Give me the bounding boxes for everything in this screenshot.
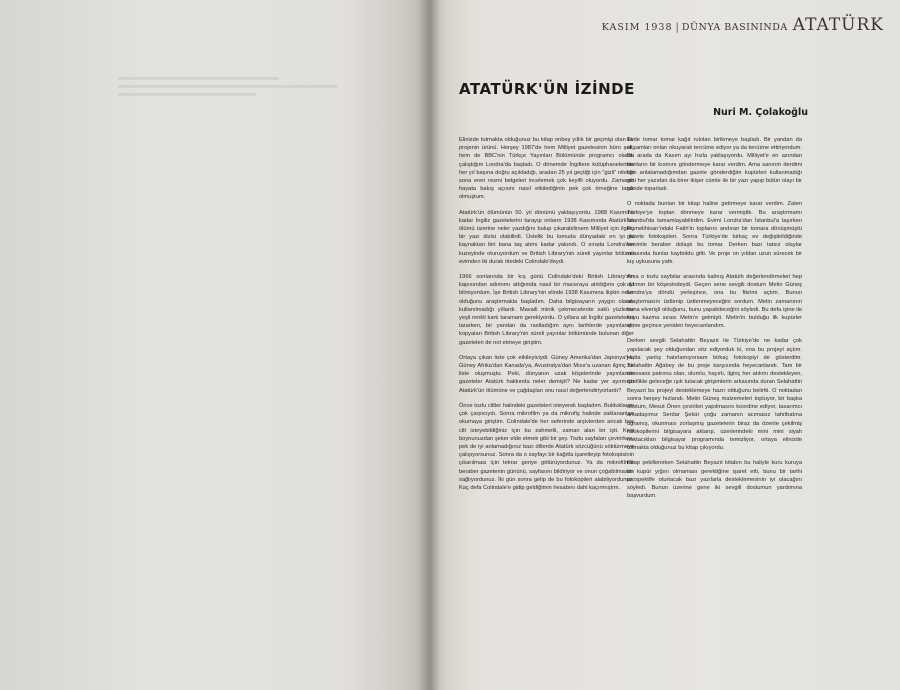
paragraph: Elinizde tutmakta olduğunuz bu kitap onbeş yıllık bir geçmişi olan bir projenin ürünü. Herşey 1987'de hem Milliyet gazetesinin büro şefi, hem de BBC'nin Türkçe Yayınları Bölümünde programcı olarak çalıştığım Londra'da başladı. O dönemde İngiltere kütüphanelerinin her yıl başına doğru açıkladığı, aradan 25 yıl geçtiği için "gizli" niteliği sona eren resmi belgeleri incelemek çok keyifli oluyordu. Zamanın hayata bakış açısını nasıl etkilediğinin pek çok örneğine tanık olmuştum. <box>459 137 634 201</box>
running-head-section: DÜNYA BASININDA <box>681 22 788 33</box>
article-column-left <box>459 136 634 499</box>
article-column-right <box>627 136 802 507</box>
paragraph: Önce tozlu ciltler halindeki gazeteleri isteyerek başladım. Bulduklarım çok çarpıcıydı. Sonra mikrofilm ya da mikrofiş halinde saklananları okumaya giriştim. Colindale'de her seferinde arşivlerden ancak beş cilt isteyebildiğiniz için bu zahmetli, zaman alan bir işti. Keşi boynunuzdan şeker elde etmek gibi bir şey. Tozlu sayfaları çevirirken, pek de iyi anlamadığınız bazı dillerde Atatürk sözcüğünü söktürmeye çalışıyorsunuz. Sonra da o sayfayı bir kağıtla işaretleyip fotokopisinin çıkarılması için tekrar geriye götürüyordunuz. Ya da mikrofilmle beraber gazetenin gününü, sayfasını bildiriyor ve onun çoğaltılmasını sağlıyordunuz. İki gün sonra gelip de bu fotokopileri alabiliyordunuz. Kaç defa Colindale'e gidip geldiğimin hesabını dahi kaçırmıştım. <box>459 402 634 491</box>
paragraph: Ortaya çıkan liste çok etkileyiciydi. Güney Amerika'dan Japonya'ya, Güney Afrika'dan Kanada'ya, Avustralya'dan Mısır'a uzanan ilginç bir liste oluşmuştu. Peki, dünyanın uzak köşelerinde yayınlanan gazeteler Atatürk hakkında neler demişti? Ne kadar yer ayırmıştı Atatürk'ün ölümüne ve çağdaşları onu nasıl değerlendiriyorlardı? <box>459 354 634 394</box>
running-head-date: KASIM 1938 <box>601 22 673 33</box>
paragraph: Atatürk'ün ölümünün 50. yıl dönümü yaklaşıyordu. 1988 Kasımına kadar İngiliz gazetelerini tarayıp onların 1938 Kasımında Atatürk'ün ölümü üzerine neler yazdığını bulup çıkarabilirsem Milliyet için ilginç bir yazı dizisi olabilirdi. Üstelik bu konuda dünyadaki en iyi iki kaynaktan biri bana taş atımı kadar yakındı. O sırada Londra'nın kuzeyinde oturuyordum ve British Library'nin süreli yayınlar bölümü evimden iki durak ötedeki Colindale'deydi. <box>459 209 634 265</box>
article-author: Nuri M. Çolakoğlu <box>713 107 808 118</box>
paragraph: 1966 sonlarında bir kış günü Colindale'deki British Library'nin kapısından adımımı attığımda nasıl bir maceraya atıldığımı çok iyi bilmiyordum. İşe British Library'nin elinde 1938 Kasımına ilişkin neler olduğunu araştırmakla başladım. Daha bilgisayarın yaygın olarak kullanılmadığı yıllardı. Mavaili minik çekmecelerde saklı yüzlerce yeşil renkli kartı taramam gerekiyordu. O yıllara ait İngiliz gazetelerini tararken, bir yandan da rastladığım aynı tarihlerde yayınlanıp, kopyaları British Library'nin süreli yayınlar bölümünde bulunan diğer gazeteleri de not etmeye giriştim. <box>459 274 634 346</box>
article-title: ATATÜRK'ÜN İZİNDE <box>459 80 635 98</box>
page-gutter <box>418 0 440 690</box>
running-head-separator: | <box>675 22 679 33</box>
running-head-brand: ATATÜRK <box>792 15 884 35</box>
running-head <box>602 15 884 35</box>
paragraph: Evde tomar tomar kağıt rulolan birikmeye başladı. Bir yandan da akşamları onları okuyarak tercüme ediyor ya da tercüme ettiriyordum. Bu arada da Kasım ayı hızla yaklaşıyordu. Milliyet'e en azından bunların bir kısmını göndermeye karar verdim. Ama sanırım derdimi tam anlatamadığımdan gazete gönderdiğim kupürleri kullanmadığı gibi her yazıdan da birer ikişer cümle ile bir yazı yapıp bütün olayı bir günde toparladı. <box>627 137 802 193</box>
paragraph: O noktada bunları bir kitap haline getirmeye karar verdim. Zaten Türkiye'ye toptan dönmeye karar vermiştik. Bu araştırmamı İstanbul'da tamamlayabilirdim. Evimi Londra'dan İstanbul'a taşırken Rumelihisarı'ndaki Fatih'in toplarını andıran bir tomara dönüşmüştü gazete fotokopileri. Sonra Türkiye'de birkaç ev değiştirildiğinde benimle beraber dolaştı bu tomar. Derken bazı tatsız olaylar sırasında bunlar kayboldu gitti. Ve proje on yıldan uzun sürecek bir kış uykusuna yattı. <box>627 201 802 265</box>
paragraph: Ama o tozlu sayfalar arasında kalmış Atatürk değerlendirmeleri hep aklımın bir köşesindeydi. Geçen sene sevgili dostum Metin Güneş Londra'ya döndü yerleşince, ona bu fikrimi açtım. Bunun araştırmasını üstlenip üstlenmeyeceğini sordum. Metin zamanının buna elverişli olduğunu, bunu yapabileceğini söyledi. Bu defa işine ile kuyu kazma sırası Metin'e gelmişti. Metin'in bulduğu ilk kupürler elime geçince yeniden heyecanlandım. <box>627 274 802 330</box>
paragraph: Derken sevgili Selahattin Beyazıt ile Türkiye'de ne kadar çok yapılacak şey olduğundan söz ediyorduk ki, ona bu projeyi açtım. Hatta yanlış hatırlamıyorsam birkaç fotokopiyi de gösterdim. Selahattin Ağabey de bu proje karşısında heyecanlandı. Tam bir rönesans patronu olan, olumlu, hayırlı, ilginç her atılımı destekleyen, özellikle geleceğe ışık tutacak girişimlerin arkasında duran Selahattin Beyazıt bu projeyi desteklemeye hazır olduğunu belirtti. O noktadan sonra herşey hızlandı. Metin Güneş malzemeleri topluyor, bir başka dostum, Mesut Önen çevirileri yapılmasını koordine ediyor, tasarımcı arkadaşımız Serdar Şekür çoğu zamanın acımasız tahribatına uğramış, okunması zorlaşmış gazetelerin biraz da özenle çekilmiş fotokopilerini bilgisayara aktarıp, üzerlerindeki mini mini siyah noktacıkları bilgisayar programında temizliyor, ortaya elinizde tutmakta olduğunuz bu kitap çıkıyordu. <box>627 338 802 452</box>
paragraph: Kitap şekillenirken Selahattin Beyazıt kitabın bu haliyle kuru kuruya bir kupür yığını olmaması gerektiğine işaret etti, bunu bir tarihi perspektife oturtacak bazı yazılarla desteklemesinin iyi olacağını söyledi. Bunun üzerine gene iki sevgili dostumun yardımına başvurdum. <box>627 460 802 500</box>
bleed-through-text <box>118 72 348 132</box>
left-page <box>0 0 428 690</box>
